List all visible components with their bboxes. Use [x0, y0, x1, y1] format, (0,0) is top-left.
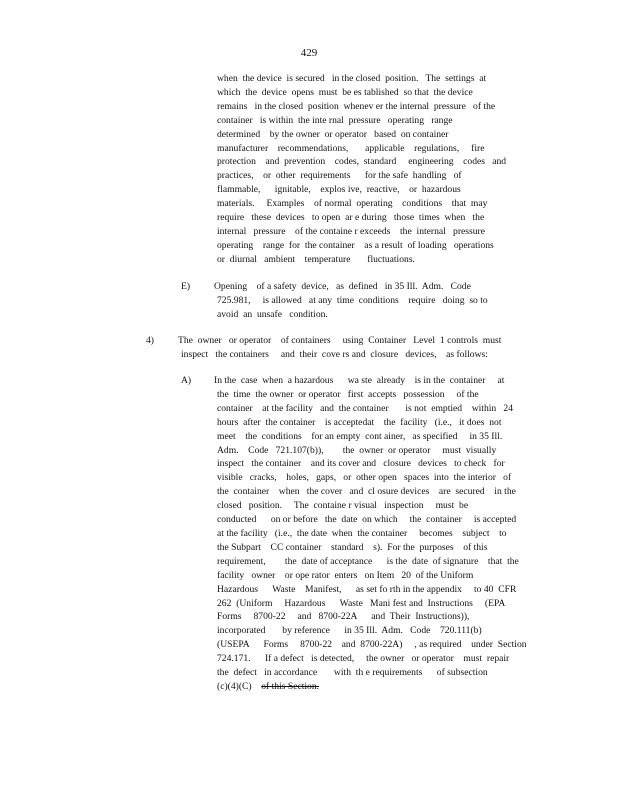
item-a-paragraph — [214, 374, 527, 694]
text-line: (USEPA Forms 8700-22 and 8700-22A) , as required under Section — [217, 639, 527, 651]
text-line: The owner or operator of containers using Container Level 1 controls must — [178, 335, 502, 346]
text-line: the defect in accordance with th e requirements of subsection — [217, 667, 488, 679]
text-line: Forms 8700-22 and 8700-22A and Their Instructions)), — [217, 611, 470, 623]
text-line: when the device is secured in the closed position. The settings at — [217, 73, 487, 84]
text-line: inspect the container and its cover and closure devices to check for — [217, 458, 505, 470]
text-line: at the facility (i.e., the date when the container becomes subject to — [217, 527, 507, 539]
text-line: container is within the inte rnal pressure operating range — [217, 114, 453, 126]
item-4-paragraph — [178, 334, 501, 362]
text-line: the time the owner or operator first accepts possession of the — [217, 388, 479, 400]
continuation-paragraph — [217, 72, 506, 267]
item-e-paragraph — [214, 280, 488, 322]
subsection-reference: (c)(4)(C) — [217, 680, 252, 692]
text-line: conducted on or before the date on which the container is accepted — [217, 514, 517, 526]
text-line-last — [214, 680, 527, 694]
text-line: internal pressure of the containe r exceeds the internal pressure — [217, 225, 485, 237]
text-line: the Subpart CC container standard s). For the purposes of this — [217, 541, 488, 553]
item-4-label: 4) — [146, 335, 154, 346]
item-e-label: E) — [181, 281, 191, 292]
text-line: 262 (Uniform Hazardous Waste Mani fest and Instructions (EPA — [217, 597, 506, 609]
text-line: require these devices to open ar e during those times when the — [217, 212, 485, 224]
text-line: manufacturer recommendations, applicable regulations, fire — [217, 142, 485, 154]
text-line: Hazardous Waste Manifest, as set fo rth in the appendix to 40 CFR — [217, 583, 517, 595]
page-number: 429 — [300, 47, 318, 59]
text-line: hours after the container is acceptedat the facility (i.e., it does not — [217, 416, 502, 428]
text-line: practices, or other requirements for the safe handling of — [217, 170, 462, 182]
text-line: container at the facility and the container is not emptied within 24 — [217, 402, 513, 414]
text-line: 725.981, is allowed at any time conditions require doing so to — [217, 294, 488, 306]
text-line: inspect the containers and their cove rs and closure devices, as follows: — [181, 348, 488, 360]
struck-text: of this Section. — [261, 680, 320, 692]
item-a-label: A) — [181, 375, 192, 386]
text-line: protection and prevention codes, standard engineering codes and — [217, 156, 507, 168]
text-line: requirement, the date of acceptance is the date of signature that the — [217, 555, 519, 567]
text-line: Opening of a safety device, as defined in 35 Ill. Adm. Code — [214, 281, 471, 292]
text-line: the container when the cover and cl osure devices are secured in the — [217, 486, 516, 498]
text-line: incorporated by reference in 35 Ill. Adm. Code 720.111(b) — [217, 625, 482, 637]
text-line: In the case when a hazardous wa ste already is in the container at — [214, 375, 505, 386]
text-line: visible cracks, holes, gaps, or other open spaces into the interior of — [217, 472, 512, 484]
text-line: remains in the closed position whenev er the internal pressure of the — [217, 100, 496, 112]
text-line: Adm. Code 721.107(b)), the owner or operator must visually — [217, 444, 497, 456]
text-line: flammable, ignitable, explos ive, reactive, or hazardous — [217, 184, 461, 196]
text-line: materials. Examples of normal operating conditions that may — [217, 198, 488, 210]
text-line: determined by the owner or operator based on container — [217, 128, 449, 140]
text-line: or diurnal ambient temperature fluctuations. — [217, 253, 415, 265]
text-line: 724.171. If a defect is detected, the owner or operator must repair — [217, 653, 510, 665]
text-line: facility owner or ope rator enters on Item 20 of the Uniform — [217, 569, 474, 581]
text-line: avoid an unsafe condition. — [217, 308, 328, 320]
text-line: meet the conditions for an empty cont ainer, as specified in 35 Ill. — [217, 430, 503, 442]
text-line: which the device opens must be es tablished so that the device — [217, 86, 473, 98]
text-line: operating range for the container as a result of loading operations — [217, 239, 494, 251]
text-line: closed position. The containe r visual inspection must be — [217, 500, 469, 512]
